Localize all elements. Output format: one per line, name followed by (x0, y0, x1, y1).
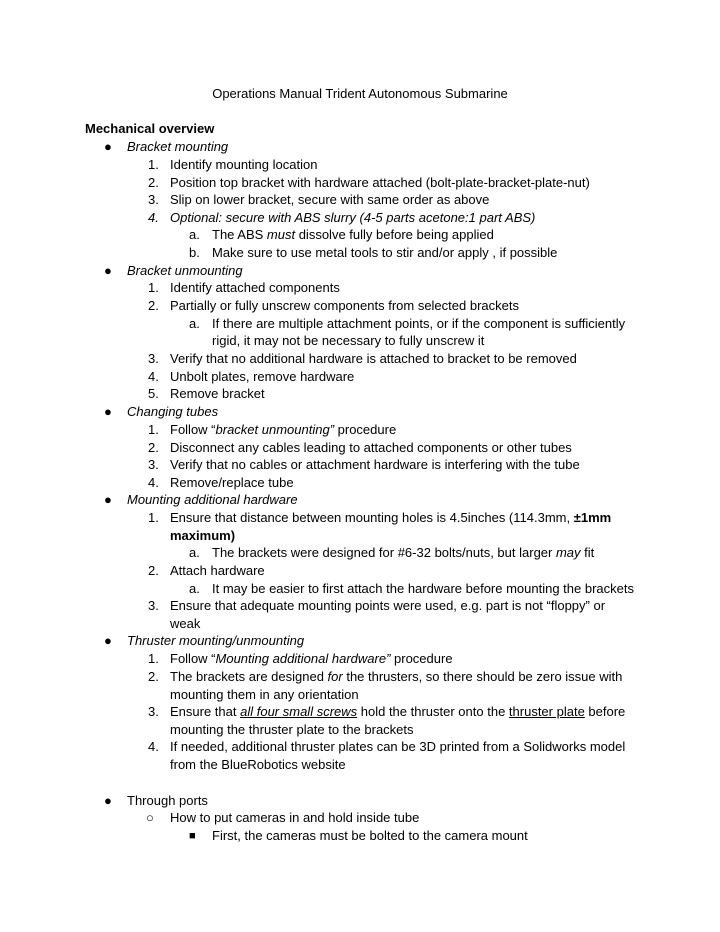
sub-letter: a. (189, 316, 200, 331)
list-item: Identify mounting location (170, 157, 318, 172)
list-item: Disconnect any cables leading to attached components or other tubes (170, 440, 572, 455)
sub-letter: a. (189, 545, 200, 560)
list-item: Position top bracket with hardware attached (bolt-plate-bracket-plate-nut) (170, 175, 590, 190)
list-item: Ensure that all four small screws hold the thruster onto the thruster plate before (170, 704, 626, 719)
bullet-marker: ● (104, 793, 112, 808)
sub-letter: b. (189, 245, 200, 260)
step-number: 2. (148, 175, 159, 190)
step-number: 3. (148, 192, 159, 207)
list-item: Remove bracket (170, 386, 265, 401)
square-marker: ■ (189, 830, 196, 842)
list-item-continuation: mounting them in any orientation (170, 687, 359, 702)
list-item: Identify attached components (170, 280, 340, 295)
step-number: 4. (148, 739, 159, 754)
list-item: Make sure to use metal tools to stir and/or apply , if possible (212, 245, 558, 260)
bullet-marker: ● (104, 263, 112, 278)
list-item: Partially or fully unscrew components from selected brackets (170, 298, 519, 313)
list-item-continuation: from the BlueRobotics website (170, 757, 346, 772)
list-item: If needed, additional thruster plates can be 3D printed from a Solidworks model (170, 739, 626, 754)
list-item-continuation: weak (170, 616, 201, 631)
step-number: 1. (148, 157, 159, 172)
step-number: 2. (148, 440, 159, 455)
step-number: 1. (148, 280, 159, 295)
bullet-marker: ● (104, 404, 112, 419)
list-item: Follow “bracket unmounting” procedure (170, 422, 397, 437)
step-number: 1. (148, 510, 159, 525)
bullet-marker: ● (104, 633, 112, 648)
circle-marker: ○ (146, 810, 154, 825)
list-item: Verify that no additional hardware is attached to bracket to be removed (170, 351, 577, 366)
list-item: Slip on lower bracket, secure with same order as above (170, 192, 490, 207)
list-item: Attach hardware (170, 563, 265, 578)
step-number: 3. (148, 457, 159, 472)
list-item: Optional: secure with ABS slurry (4-5 parts acetone:1 part ABS) (170, 210, 536, 225)
list-item: Ensure that adequate mounting points were used, e.g. part is not “floppy” or (170, 598, 606, 613)
through-ports-title: Through ports (127, 793, 208, 808)
thruster-mounting-title: Thruster mounting/unmounting (127, 633, 305, 648)
step-number: 2. (148, 298, 159, 313)
list-item: It may be easier to first attach the hardware before mounting the brackets (212, 581, 634, 596)
step-number: 2. (148, 669, 159, 684)
step-number: 1. (148, 422, 159, 437)
sub-letter: a. (189, 227, 200, 242)
page-title: Operations Manual Trident Autonomous Submarine (212, 86, 508, 101)
list-item: If there are multiple attachment points, or if the component is sufficiently (212, 316, 626, 331)
list-item: The brackets are designed for the thrusters, so there should be zero issue with (170, 669, 623, 684)
bracket-mounting-title: Bracket mounting (127, 139, 229, 154)
list-item: Follow “Mounting additional hardware” procedure (170, 651, 453, 666)
step-number: 3. (148, 704, 159, 719)
bullet-marker: ● (104, 139, 112, 154)
changing-tubes-title: Changing tubes (127, 404, 219, 419)
list-item: The ABS must dissolve fully before being applied (212, 227, 494, 242)
step-number: 3. (148, 598, 159, 613)
list-item-continuation: mounting the thruster plate to the brackets (170, 722, 414, 737)
step-number: 4. (148, 369, 159, 384)
list-item: Verify that no cables or attachment hardware is interfering with the tube (170, 457, 580, 472)
step-number: 1. (148, 651, 159, 666)
step-number: 4. (148, 210, 159, 225)
list-item-continuation: maximum) (170, 528, 236, 543)
step-number: 5. (148, 386, 159, 401)
step-number: 2. (148, 563, 159, 578)
list-item: Remove/replace tube (170, 475, 294, 490)
list-item: Ensure that distance between mounting holes is 4.5inches (114.3mm, ±1mm (170, 510, 612, 525)
step-number: 4. (148, 475, 159, 490)
bracket-unmounting-title: Bracket unmounting (127, 263, 243, 278)
list-item: First, the cameras must be bolted to the camera mount (212, 828, 528, 843)
list-item-continuation: rigid, it may not be necessary to fully unscrew it (212, 333, 485, 348)
bullet-marker: ● (104, 492, 112, 507)
step-number: 3. (148, 351, 159, 366)
list-item: The brackets were designed for #6-32 bolts/nuts, but larger may fit (212, 545, 595, 560)
list-item: Unbolt plates, remove hardware (170, 369, 355, 384)
mounting-additional-hardware-title: Mounting additional hardware (127, 492, 298, 507)
list-item: How to put cameras in and hold inside tube (170, 810, 420, 825)
sub-letter: a. (189, 581, 200, 596)
section-heading: Mechanical overview (85, 121, 215, 136)
